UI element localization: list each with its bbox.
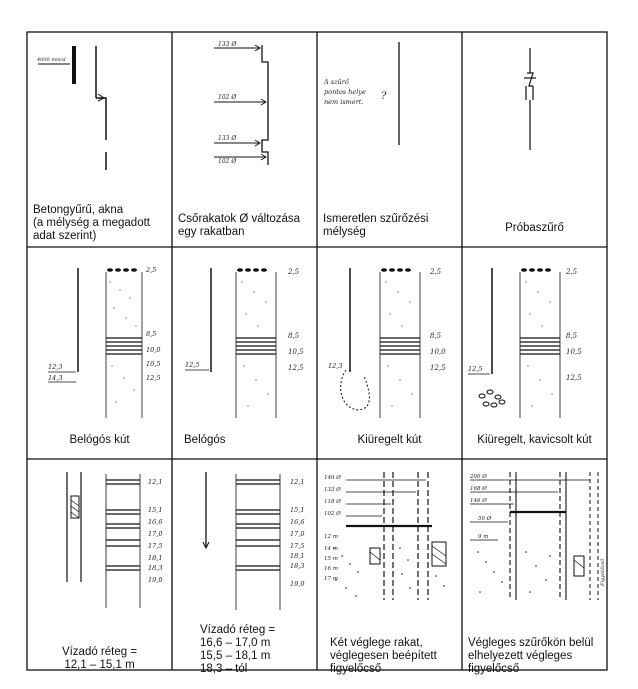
- ket-vegleges-note-1: 146 Ø: [324, 475, 341, 481]
- vizado-1-depth-5: 17,5: [148, 542, 163, 550]
- vizado-1-caption: [27, 646, 172, 672]
- belogos-kut-depth-4: 10,5: [146, 360, 161, 368]
- belogos-depth-2: 8,5: [288, 332, 300, 340]
- betongyuru-note-1: 4000 mm/d: [37, 57, 66, 63]
- vizado-2-caption-line-3: 15,5 – 18,1 m: [200, 650, 271, 662]
- csorakatok-caption-line-1: Csőrakatok Ø változása: [178, 213, 301, 225]
- vizado-2-depth-3: 16,6: [290, 518, 305, 526]
- vizado-1-depth-3: 16,6: [148, 518, 163, 526]
- belogos-caption-line-1: Belógós: [184, 434, 226, 446]
- vizado-1-caption-line-1: Vízadó réteg =: [61, 646, 138, 658]
- belogos-caption: [184, 434, 314, 447]
- vegleges-szurok-symbol: [470, 472, 598, 600]
- vizado-2-caption-line-2: 16,6 – 17,0 m: [200, 637, 271, 649]
- ismeretlen-caption-line-2: mélység: [323, 226, 366, 238]
- kiuregelt-kut-note-1: 12,3: [328, 362, 343, 370]
- ket-vegleges-caption-line-3: figyelőcső: [330, 663, 382, 675]
- kiuregelt-kavicsolt-note-1: 12,5: [468, 365, 483, 373]
- kiuregelt-kavicsolt-caption-line-1: Kiüregelt, kavicsolt kút: [477, 434, 592, 446]
- belogos-depth-1: 2,5: [288, 268, 300, 276]
- vizado-2-caption-line-4: 18,3 – tól: [200, 663, 248, 675]
- kiuregelt-kut-depth-3: 10,0: [430, 348, 446, 356]
- row2-strata: [48, 268, 560, 418]
- vegleges-szurok-note-6: Figyelőcső: [600, 558, 606, 586]
- belogos-kut-caption-line-1: Belógós kút: [69, 434, 130, 446]
- vizado-1-layers: [106, 480, 140, 570]
- vegleges-szurok-note-3: 146 Ø: [470, 498, 487, 504]
- betongyuru-caption-line-3: adat szerint): [33, 230, 97, 242]
- ket-vegleges-note-4: 102 Ø: [324, 511, 341, 517]
- ket-vegleges-note-7: 15 m: [324, 556, 338, 562]
- vizado-2-depth-5: 17,5: [290, 542, 305, 550]
- probaszuro-caption-line-1: Próbaszűrő: [505, 222, 564, 234]
- vegleges-szurok-caption-line-3: figyelőcső: [468, 663, 520, 675]
- kavics-pack: [479, 390, 505, 407]
- vegleges-szurok-note-1: 200 Ø: [470, 474, 487, 480]
- vizado-2-depth-7: 18,3: [290, 562, 305, 570]
- belogos-kut-depth-2: 8,5: [146, 330, 157, 338]
- ket-vegleges-note-5: 12 m: [324, 534, 338, 540]
- vegleges-szurok-caption-line-1: Végleges szűrőkön belül: [468, 637, 594, 649]
- vizado-2-depth-2: 15,1: [290, 506, 305, 514]
- vizado-1-depth-8: 19,0: [148, 576, 163, 584]
- vizado-1-depth-6: 18,1: [148, 554, 163, 562]
- betongyuru-caption-line-2: (a mélység a megadott: [33, 217, 150, 229]
- vizado-2-depth-4: 17,0: [290, 530, 305, 538]
- betongyuru-caption: [33, 204, 170, 243]
- vizado-2-symbol: [203, 472, 280, 610]
- csorakatok-symbol: [214, 45, 268, 165]
- vegleges-szurok-note-4: 50 Ø: [478, 516, 492, 522]
- ismeretlen-note-4: ?: [381, 91, 387, 102]
- belogos-note-1: 12,5: [185, 361, 200, 369]
- belogos-depth-4: 12,5: [288, 364, 304, 372]
- belogos-kut-depth-1: 2,5: [146, 266, 157, 274]
- ismeretlen-note-3: nem ismert.: [324, 98, 364, 106]
- vizado-2-layers: [236, 480, 280, 570]
- vizado-2-caption: [200, 624, 315, 676]
- vizado-2-depth-1: 12,1: [290, 478, 305, 486]
- vizado-1-depth-1: 12,1: [148, 478, 163, 486]
- kiuregelt-kut-caption-line-1: Kiüregelt kút: [357, 434, 422, 446]
- ket-vegleges-caption: [330, 637, 460, 676]
- ket-vegleges-note-8: 16 m: [324, 566, 338, 572]
- ket-vegleges-caption-line-1: Két véglege rakat,: [330, 637, 423, 649]
- ket-vegleges-note-3: 118 Ø: [324, 499, 341, 505]
- csorakatok-note-1: 133 Ø: [218, 41, 237, 48]
- csorakatok-note-2: 102 Ø: [218, 94, 237, 101]
- kiuregelt-kavicsolt-depth-4: 12,5: [566, 374, 582, 382]
- vizado-2-caption-line-1: Vízadó réteg =: [200, 624, 276, 636]
- belogos-kut-note-2: 14,3: [48, 374, 63, 382]
- row2-sand-dots: [109, 281, 552, 406]
- kiuregelt-kavicsolt-depth-1: 2,5: [566, 268, 578, 276]
- belogos-kut-depth-3: 10,0: [146, 346, 161, 354]
- vizado-2-depth-8: 19,0: [290, 580, 305, 588]
- row2-gravel-marks: [107, 268, 551, 272]
- kiuregelt-kut-depth-2: 8,5: [430, 332, 442, 340]
- csorakatok-note-4: 102 Ø: [218, 158, 237, 165]
- vizado-1-depth-4: 17,0: [148, 530, 163, 538]
- kiuregelt-kavicsolt-depth-2: 8,5: [566, 332, 578, 340]
- vizado-2-depth-6: 18,1: [290, 552, 305, 560]
- betongyuru-symbol: [38, 46, 106, 170]
- ismeretlen-caption-line-1: Ismeretlen szűrőzési: [323, 213, 429, 225]
- vegleges-szurok-dots: [477, 551, 551, 593]
- belogos-depth-3: 10,5: [288, 348, 304, 356]
- belogos-kut-depth-5: 12,5: [146, 374, 161, 382]
- csorakatok-caption-line-2: egy rakatban: [178, 226, 245, 238]
- csorakatok-note-3: 133 Ø: [218, 135, 237, 142]
- probaszuro-caption: [462, 222, 607, 235]
- vizado-1-depth-2: 15,1: [148, 506, 163, 514]
- ismeretlen-caption: [323, 213, 460, 239]
- ismeretlen-note-1: A szűrő: [324, 78, 349, 86]
- ismeretlen-note-2: pontos helye: [324, 88, 366, 96]
- kiuregelt-kavicsolt-caption: [462, 434, 607, 447]
- kiuregelt-kavicsolt-depth-3: 10,5: [566, 348, 582, 356]
- vegleges-szurok-note-5: 9 m: [478, 534, 489, 540]
- belogos-kut-note-1: 12,3: [48, 363, 63, 371]
- vizado-1-caption-line-2: 12,1 – 15,1 m: [64, 659, 135, 671]
- kiuregelt-kut-depth-1: 2,5: [430, 268, 442, 276]
- ket-vegleges-note-9: 17 m: [324, 576, 338, 582]
- vegleges-szurok-caption-line-2: elhelyezett végleges: [468, 650, 573, 662]
- belogos-kut-caption: [27, 434, 172, 447]
- ket-vegleges-note-6: 14 m: [324, 546, 338, 552]
- kiuregelt-kut-caption: [317, 434, 462, 447]
- vegleges-szurok-caption: [468, 637, 605, 676]
- probaszuro-symbol: [524, 48, 536, 150]
- csorakatok-caption: [178, 213, 315, 239]
- ket-vegleges-caption-line-2: véglegesen beépített: [330, 650, 437, 662]
- vizado-1-depth-7: 18,3: [148, 564, 163, 572]
- betongyuru-caption-line-1: Betongyűrű, akna: [33, 204, 124, 216]
- ket-vegleges-note-2: 133 Ø: [324, 487, 341, 493]
- kiuregelt-kut-depth-4: 12,5: [430, 364, 446, 372]
- ket-vegleges-symbol: [346, 472, 446, 600]
- vegleges-szurok-note-2: 168 Ø: [470, 486, 487, 492]
